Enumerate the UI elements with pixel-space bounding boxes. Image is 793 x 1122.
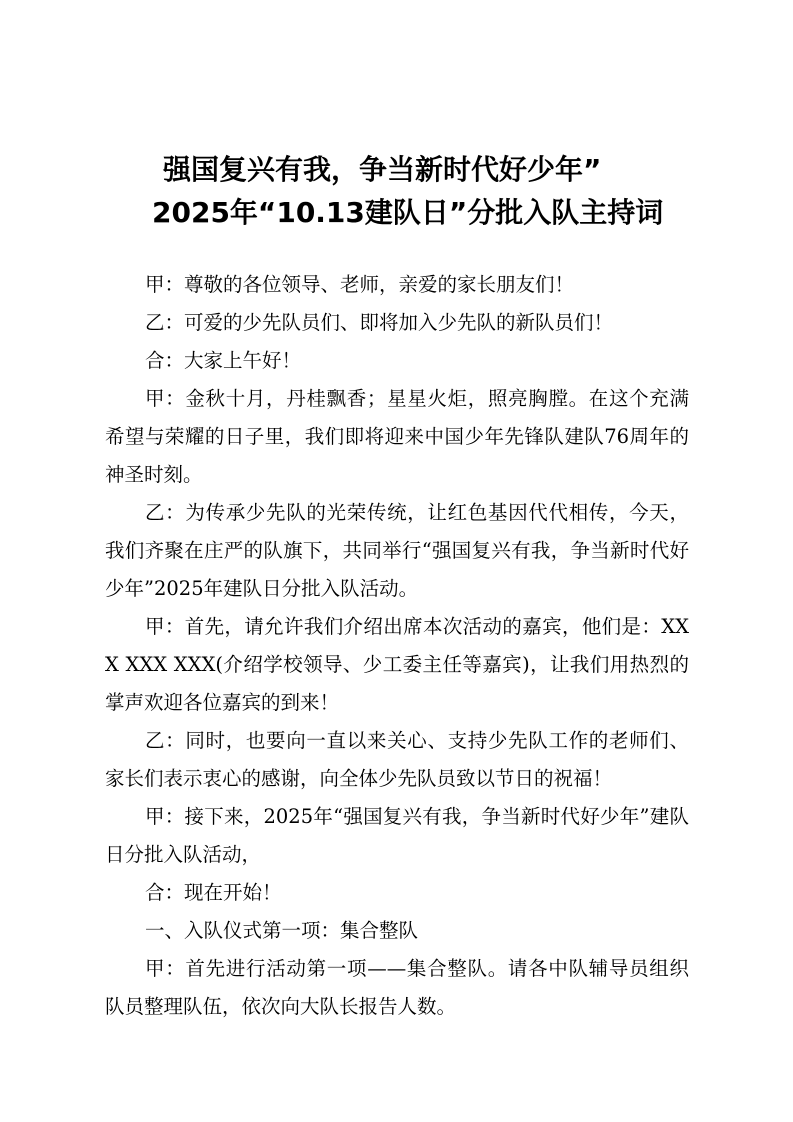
paragraph: 甲：尊敬的各位领导、老师，亲爱的家长朋友们！ — [145, 273, 575, 296]
paragraph: 乙：同时，也要向一直以来关心、支持少先队工作的老师们、家长们表示衷心的感谢，向全体少先队员致以节日的祝福！ — [105, 729, 689, 790]
paragraph: 甲：金秋十月，丹桂飘香；星星火炬，照亮胸膛。在这个充满希望与荣耀的日子里，我们即将迎来中国少年先锋队建队76周年的神圣时刻。 — [105, 387, 689, 486]
paragraph: 乙：可爱的少先队员们、即将加入少先队的新队员们！ — [145, 311, 614, 334]
paragraph: 甲：接下来，2025年“强国复兴有我，争当新时代好少年”建队日分批入队活动， — [105, 805, 689, 866]
paragraph: 乙：为传承少先队的光荣传统，让红色基因代代相传，今天，我们齐聚在庄严的队旗下，共同举行“强国复兴有我，争当新时代好少年”2025年建队日分批入队活动。 — [105, 501, 689, 600]
document-title-line-1: 强国复兴有我，争当新时代好少年” — [163, 153, 602, 186]
section-heading: 一、入队仪式第一项：集合整队 — [145, 919, 419, 942]
paragraph: 甲：首先，请允许我们介绍出席本次活动的嘉宾，他们是：XXX XXX XXX(介绍学校领导、少工委主任等嘉宾)，让我们用热烈的掌声欢迎各位嘉宾的到来！ — [105, 615, 689, 714]
paragraph: 甲：首先进行活动第一项——集合整队。请各中队辅导员组织队员整理队伍，依次向大队长报告人数。 — [105, 957, 689, 1018]
document-body — [105, 266, 689, 1026]
document-title-line-2: 2025年“10.13建队日”分批入队主持词 — [152, 196, 664, 229]
paragraph: 合：现在开始！ — [145, 881, 282, 904]
paragraph: 合：大家上午好！ — [145, 349, 302, 372]
